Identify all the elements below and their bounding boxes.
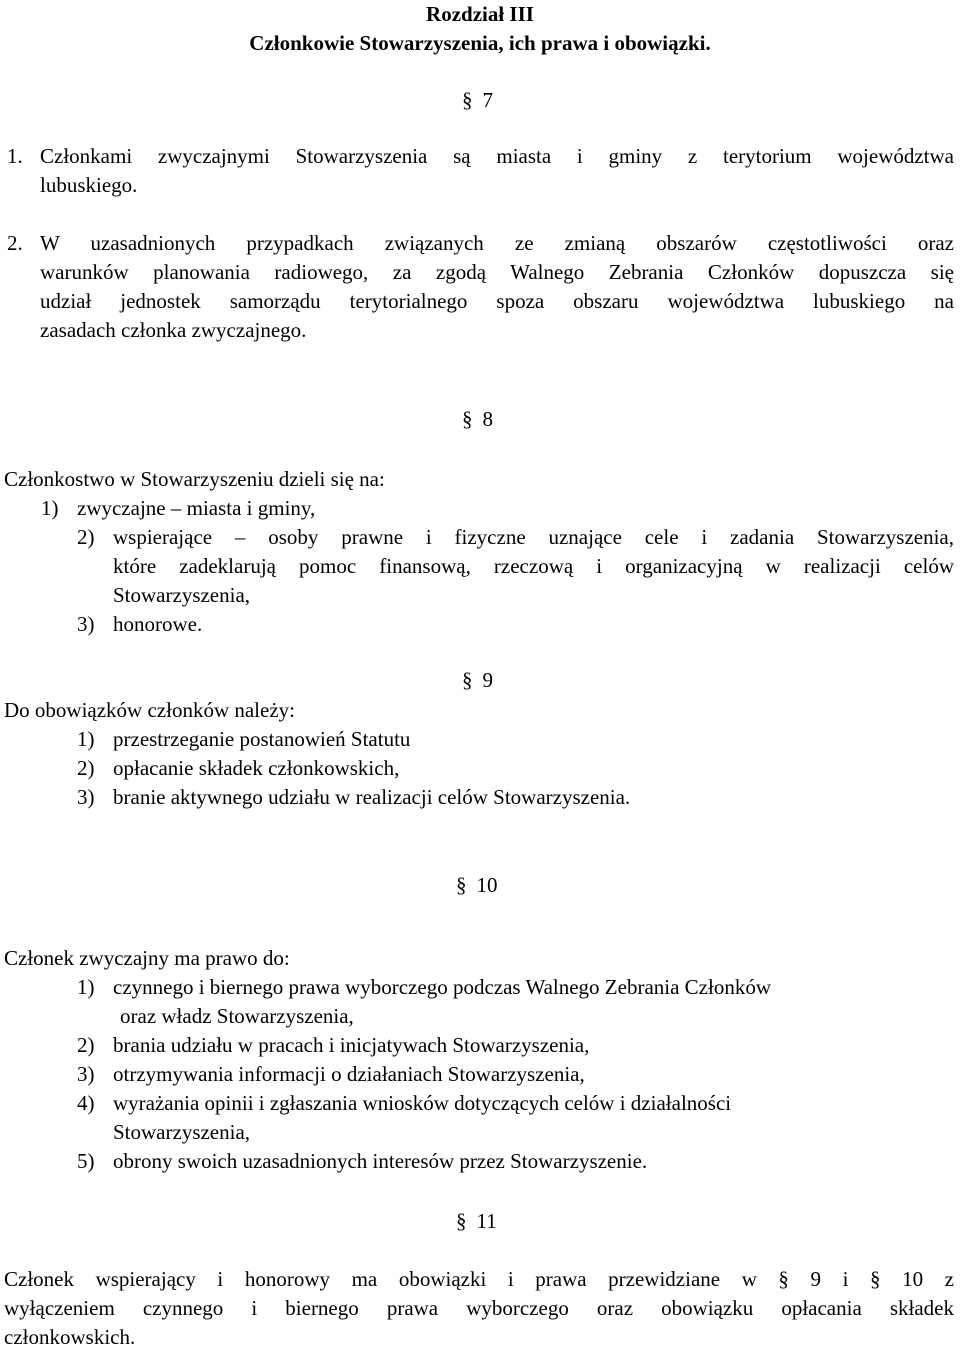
- list-item: [77, 1147, 954, 1176]
- s9-body: [4, 696, 954, 812]
- list-item: [77, 1060, 954, 1089]
- list-text: zwyczajne – miasta i gminy,: [77, 496, 316, 520]
- list-number: 3): [77, 785, 95, 809]
- list-number: 1): [77, 727, 95, 751]
- paragraph-line: wyłączeniem czynnego i biernego prawa wyborczego oraz obowiązku opłacania składek: [4, 1296, 954, 1320]
- list-number: 2): [77, 756, 95, 780]
- list-number: 2): [77, 1033, 95, 1057]
- list-item: [77, 783, 954, 812]
- list-item: [77, 523, 954, 610]
- list-text: Stowarzyszenia,: [113, 1120, 251, 1144]
- section-11-heading: [456, 1207, 497, 1236]
- s7-paragraph-2: [7, 229, 954, 345]
- list-number: 3): [77, 612, 95, 636]
- list-text: branie aktywnego udziału w realizacji celów Stowarzyszenia.: [113, 785, 631, 809]
- section-number: 11: [476, 1209, 497, 1233]
- section-7-heading: [462, 86, 493, 115]
- s11-body: [4, 1265, 954, 1352]
- section-8-heading: [462, 405, 493, 434]
- list-text: oraz władz Stowarzyszenia,: [120, 1004, 354, 1028]
- section-number: 7: [482, 88, 493, 112]
- paragraph-line: W uzasadnionych przypadkach związanych ze zmianą obszarów częstotliwości oraz: [40, 231, 954, 255]
- section-symbol: §: [456, 873, 467, 897]
- paragraph-line: udział jednostek samorządu terytorialnego spoza obszaru województwa lubuskiego na: [40, 289, 954, 313]
- list-item: [41, 494, 954, 523]
- list-text: opłacanie składek członkowskich,: [113, 756, 400, 780]
- section-intro: Członek zwyczajny ma prawo do:: [4, 946, 290, 970]
- paragraph-line: zasadach członka zwyczajnego.: [40, 318, 307, 342]
- section-symbol: §: [462, 407, 473, 431]
- paragraph-number: 1.: [7, 144, 23, 168]
- list-number: 5): [77, 1149, 95, 1173]
- list-text: honorowe.: [113, 612, 203, 636]
- list-item: [77, 1031, 954, 1060]
- list-text: obrony swoich uzasadnionych interesów przez Stowarzyszenie.: [113, 1149, 648, 1173]
- list-text: przestrzeganie postanowień Statutu: [113, 727, 411, 751]
- section-10-heading: [456, 871, 498, 900]
- section-number: 8: [482, 407, 493, 431]
- list-text: otrzymywania informacji o działaniach Stowarzyszenia,: [113, 1062, 585, 1086]
- list-text: brania udziału w pracach i inicjatywach Stowarzyszenia,: [113, 1033, 590, 1057]
- paragraph-line: Członek wspierający i honorowy ma obowiązki i prawa przewidziane w § 9 i § 10 z: [4, 1267, 954, 1291]
- list-number: 1): [77, 975, 95, 999]
- list-number: 2): [77, 525, 95, 549]
- section-intro: Członkostwo w Stowarzyszeniu dzieli się na:: [4, 467, 385, 491]
- list-item: [77, 610, 954, 639]
- list-text: które zadeklarują pomoc finansową, rzeczową i organizacyjną w realizacji celów: [113, 554, 954, 578]
- chapter-subtitle: Członkowie Stowarzyszenia, ich prawa i obowiązki.: [249, 31, 711, 55]
- section-9-heading: [462, 666, 493, 695]
- section-symbol: §: [462, 668, 473, 692]
- paragraph-line: członkowskich.: [4, 1325, 136, 1349]
- section-number: 9: [482, 668, 493, 692]
- paragraph-line: warunków planowania radiowego, za zgodą Walnego Zebrania Członków dopuszcza się: [40, 260, 954, 284]
- s10-body: [4, 944, 954, 1176]
- paragraph-number: 2.: [7, 231, 23, 255]
- list-item: [77, 754, 954, 783]
- list-text: wspierające – osoby prawne i fizyczne uznające cele i zadania Stowarzyszenia,: [113, 525, 954, 549]
- paragraph-line: lubuskiego.: [40, 173, 138, 197]
- list-item: [77, 1089, 954, 1147]
- list-text: czynnego i biernego prawa wyborczego podczas Walnego Zebrania Członków: [113, 975, 772, 999]
- chapter-title: Rozdział III: [426, 2, 534, 26]
- section-number: 10: [476, 873, 498, 897]
- s8-body: [4, 465, 954, 639]
- section-symbol: §: [462, 88, 473, 112]
- paragraph-line: Członkami zwyczajnymi Stowarzyszenia są miasta i gminy z terytorium województwa: [40, 144, 954, 168]
- list-number: 3): [77, 1062, 95, 1086]
- list-item: [77, 725, 954, 754]
- section-intro: Do obowiązków członków należy:: [4, 698, 295, 722]
- list-number: 4): [77, 1091, 95, 1115]
- s7-paragraph-1: [7, 142, 954, 200]
- list-number: 1): [41, 496, 59, 520]
- section-symbol: §: [456, 1209, 467, 1233]
- list-text: wyrażania opinii i zgłaszania wniosków dotyczących celów i działalności: [113, 1091, 732, 1115]
- list-item: [77, 973, 954, 1031]
- list-text: Stowarzyszenia,: [113, 583, 251, 607]
